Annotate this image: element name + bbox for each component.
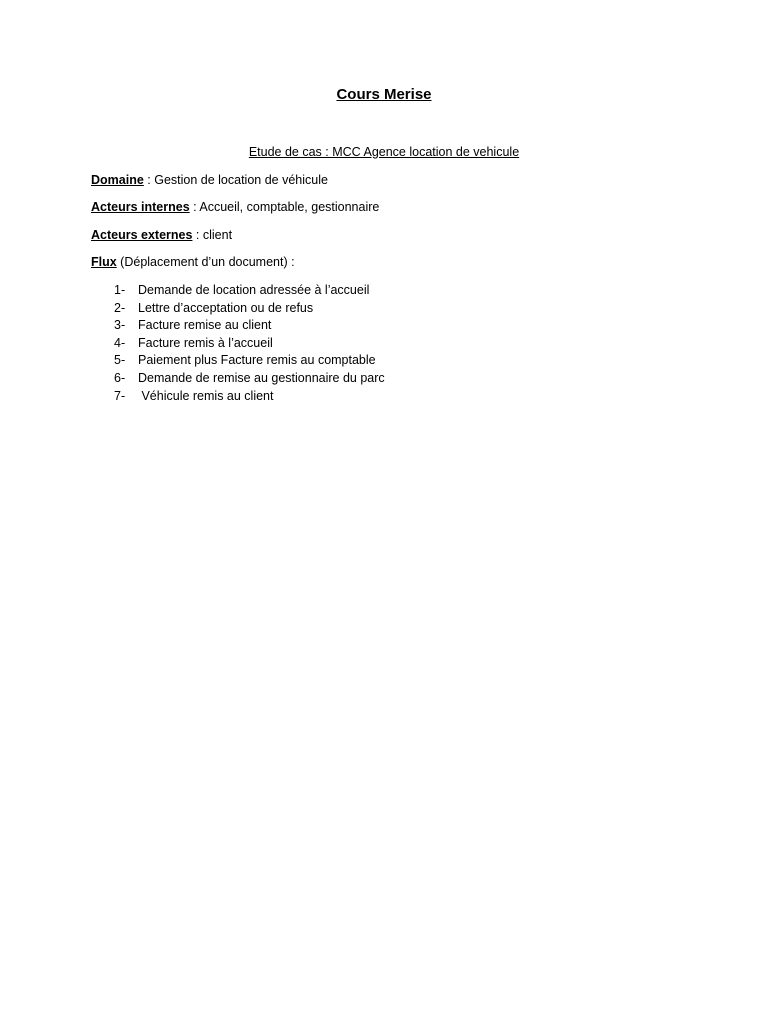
list-item [114,370,385,388]
list-item [114,335,385,353]
list-item-number: 6- [114,370,126,385]
list-item-number: 4- [114,335,126,350]
list-item [114,282,385,300]
list-item-text: Demande de location adressée à l’accueil [138,283,370,297]
acteurs-externes-value: client [202,228,233,242]
case-study-subtitle: Etude de cas : MCC Agence location de vehicule [248,145,520,159]
list-item-text: Lettre d’acceptation ou de refus [138,300,314,315]
flux-description: (Déplacement d’un document) : [116,255,295,269]
list-item [114,300,385,318]
list-item-text: Demande de remise au gestionnaire du parc [138,370,385,385]
list-item-number: 2- [114,300,126,315]
list-item-text: Facture remis à l’accueil [138,335,273,350]
document-title: Cours Merise [336,86,432,103]
list-item [114,388,385,406]
list-item [114,352,385,370]
acteurs-externes-separator: : [192,228,203,242]
acteurs-internes-line [91,200,379,214]
list-item-number: 5- [114,353,126,368]
domaine-separator: : [143,173,155,187]
list-item-text: Paiement plus Facture remis au comptable [138,353,376,368]
list-item-text: Facture remise au client [138,318,272,333]
acteurs-internes-label: Acteurs internes [91,200,190,214]
acteurs-externes-label: Acteurs externes [91,228,193,242]
list-item-number: 1- [114,283,126,297]
domaine-value: Gestion de location de véhicule [154,173,328,187]
flux-line [91,255,295,269]
domaine-label: Domaine [91,173,144,187]
flux-list [114,282,385,405]
acteurs-externes-line [91,228,232,242]
list-item-number: 7- [114,388,126,403]
list-item [114,317,385,335]
flux-label: Flux [91,255,117,269]
list-item-text: Véhicule remis au client [138,388,274,403]
list-item-number: 3- [114,318,126,333]
acteurs-internes-separator: : [189,200,200,214]
domaine-line [91,173,328,187]
acteurs-internes-value: Accueil, comptable, gestionnaire [199,200,380,214]
